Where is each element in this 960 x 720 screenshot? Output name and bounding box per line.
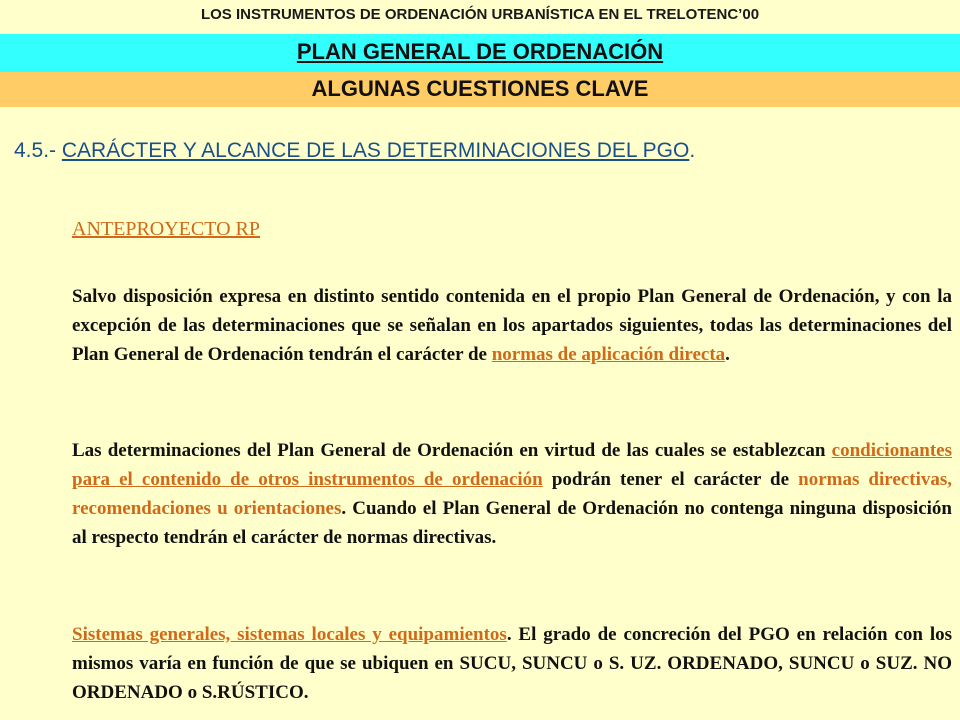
paragraph-1 — [72, 282, 952, 369]
paragraph-2-text-c: . Cuando el Plan General de Ordenación no contenga ninguna disposición al respecto tendrán el carácter de normas directivas. — [72, 498, 952, 548]
presentation-title: LOS INSTRUMENTOS DE ORDENACIÓN URBANÍSTICA EN EL TRELOTENC’00 — [200, 6, 760, 23]
paragraph-1-text: Salvo disposición expresa en distinto sentido contenida en el propio Plan General de Ordenación, y con la excepción de las determinaciones que se señalan en los apartados siguientes, todas las determinaciones del Plan General de Ordenación tendrán el carácter de — [72, 286, 952, 365]
plan-general-heading: PLAN GENERAL DE ORDENACIÓN — [296, 39, 664, 64]
paragraph-1-end: . — [725, 344, 730, 365]
section-number: 4.5.- — [14, 139, 57, 162]
paragraph-2-text-a: Las determinaciones del Plan General de Ordenación en virtud de las cuales se establezcan — [72, 440, 832, 461]
link-sistemas-generales[interactable]: Sistemas generales, sistemas locales y equipamientos — [72, 624, 507, 645]
section-period: . — [689, 139, 696, 162]
top-bar — [0, 0, 960, 34]
cuestiones-clave-heading: ALGUNAS CUESTIONES CLAVE — [311, 76, 649, 101]
link-condicionantes[interactable]: condicionantes para el contenido de otros instrumentos de ordenación — [72, 440, 952, 490]
paragraph-3 — [72, 620, 952, 707]
subheading-anteproyecto: ANTEPROYECTO RP — [72, 218, 260, 240]
highlight-normas-directivas: normas directivas, recomendaciones u orientaciones — [72, 469, 952, 519]
link-normas-aplicacion-directa[interactable]: normas de aplicación directa — [491, 344, 726, 365]
section-heading — [14, 139, 944, 163]
section-title: CARÁCTER Y ALCANCE DE LAS DETERMINACIONES DEL PGO — [61, 139, 690, 162]
paragraph-2-text-b: podrán tener el carácter de — [542, 469, 799, 490]
cuestiones-clave-band — [0, 72, 960, 107]
plan-general-band — [0, 34, 960, 72]
paragraph-2 — [72, 436, 952, 552]
paragraph-3-text: . El grado de concreción del PGO en relación con los mismos varía en función de que se ubiquen en SUCU, SUNCU o S. UZ. ORDENADO, SUNCU o SUZ. NO ORDENADO o S.RÚSTICO. — [72, 624, 952, 703]
